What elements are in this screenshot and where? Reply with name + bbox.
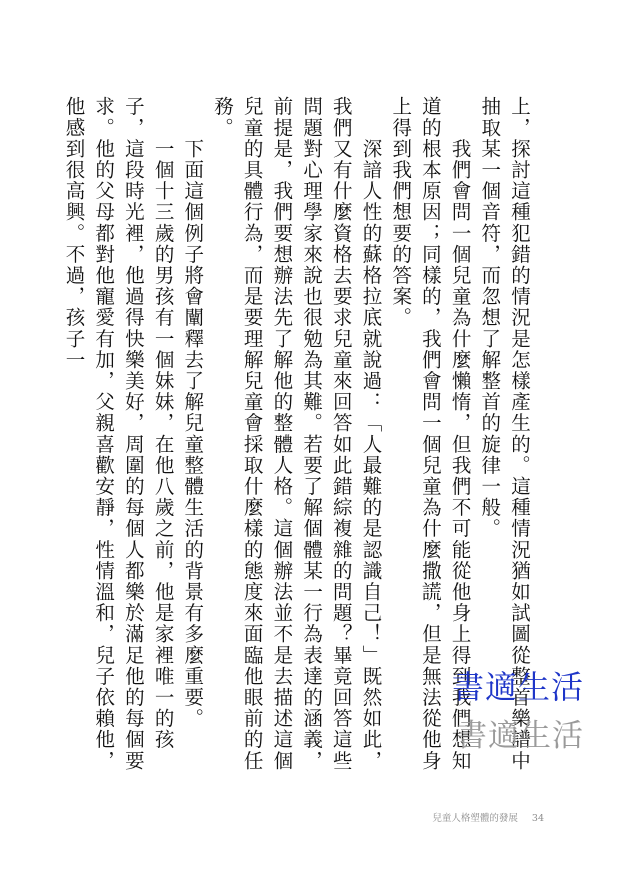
paragraph-2: 我們會問一個兒童為什麼懶惰，但我們不可能從他身上得到我們想知道的根本原因；同樣的，我們會問一個兒童為什麼撒謊，但是無法從他身上得到我們想要的答案。 [389, 96, 472, 772]
paragraph-5: 一個十三歲的男孩有一個妹妹，在他八歲之前，他是家裡唯一的孩子，這段時光裡，他過得快樂美好，周圍的每個人都樂於滿足他的每個要求。他的父母都對他寵愛有加，父親喜歡安靜，性情溫和，兒子依賴他，他感到很高興。不過，孩子一 [62, 96, 175, 772]
paragraph-3: 深諳人性的蘇格拉底就說過：「人最難的是認識自己！」既然如此，我們又有什麼資格去要求兒童來回答如此錯綜複雜的問題？畢竟回答這些問題對心理學家來說也很勉為其難。若要了解個體某一行為表達的涵義，前提是，我們要想辦法先了解他的整體人格。這個辦法並不是去描述這個兒童的具體行為，而是要理解兒童會採取什麼樣的態度來面臨他眼前的任務。 [210, 96, 383, 772]
paragraph-1: 上，探討這種犯錯的情況是怎樣產生的。這種情況猶如試圖從整首樂譜中抽取某一個音符，而忽想了解整首的旋律一般。 [478, 96, 531, 772]
page-footer [432, 810, 544, 824]
page-number: 34 [531, 813, 544, 824]
watermark-secondary: 書適生活 [456, 718, 584, 754]
footer-book-title: 兒童人格塑體的發展 [432, 813, 518, 824]
watermark-primary: 書適生活 [451, 668, 584, 706]
paragraph-4: 下面這個例子將會闡釋去了解兒童整體生活的背景有多麼重要。 [181, 96, 205, 729]
